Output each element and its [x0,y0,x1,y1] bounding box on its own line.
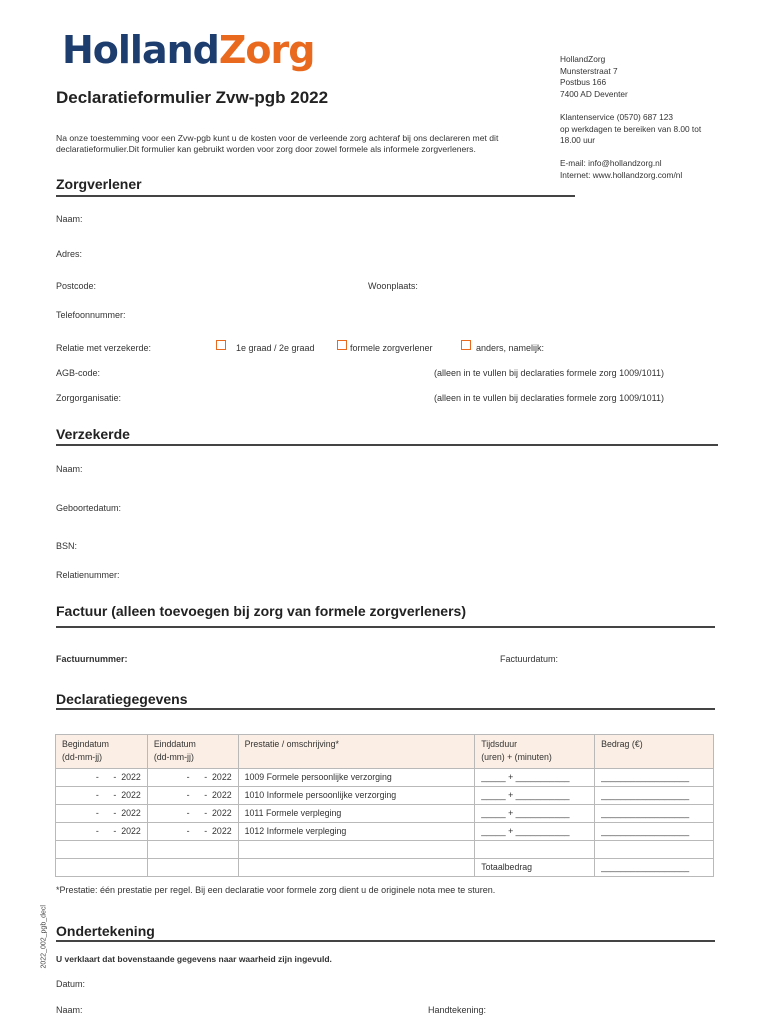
address-line: HollandZorg [560,54,606,64]
address-line: E-mail: info@hollandzorg.nl [560,158,662,169]
zorgverlener-adres-label: Adres: [56,249,83,259]
bedrag-cell[interactable]: __________________ [595,805,714,823]
bsn-label: BSN: [56,541,78,551]
bedrag-cell[interactable]: __________________ [595,787,714,805]
page-title: Declaratieformulier Zvw-pgb 2022 [56,88,329,107]
declaratie-table [55,734,714,877]
anders-option-label: anders, namelijk: [476,343,545,353]
bedrag-cell[interactable]: __________________ [595,823,714,841]
prestatie-cell: 1011 Formele verpleging [238,805,475,823]
begindatum-cell[interactable]: - - 2022 [56,787,148,805]
tijdsduur-cell[interactable]: _____ + ___________ [475,769,595,787]
tijdsduur-cell[interactable]: _____ + ___________ [475,787,595,805]
ondertekening-naam-label: Naam: [56,1005,83,1015]
table-header-row [56,735,714,769]
prestatie-cell: 1009 Formele persoonlijke verzorging [238,769,475,787]
bedrag-cell[interactable]: __________________ [595,769,714,787]
begindatum-cell[interactable]: - - 2022 [56,805,148,823]
section-heading-verzekerde: Verzekerde [56,426,130,442]
table-row [56,769,714,787]
factuurdatum-label: Factuurdatum: [500,654,559,664]
address-line: Internet: www.hollandzorg.com/nl [560,169,683,180]
formele-zorgverlener-checkbox[interactable] [337,340,347,350]
totaal-row [56,859,714,877]
verzekerde-naam-label: Naam: [56,464,83,474]
zorgorganisatie-label: Zorgorganisatie: [56,393,122,403]
section-rule [56,444,718,446]
col-tijdsduur: Tijdsduur (uren) + (minuten) [475,735,595,769]
graad-option-label: 1e graad / 2e graad [236,343,315,353]
address-line: Klantenservice (0570) 687 123 [560,111,674,122]
einddatum-cell[interactable]: - - 2022 [147,787,238,805]
formele-zorgverlener-option-label: formele zorgverlener [350,343,433,353]
col-einddatum: Einddatum (dd-mm-jj) [147,735,238,769]
einddatum-cell[interactable]: - - 2022 [147,823,238,841]
col-begindatum: Begindatum (dd-mm-jj) [56,735,148,769]
handtekening-label: Handtekening: [428,1005,487,1015]
address-line: op werkdagen te bereiken van 8.00 tot [560,123,702,134]
document-code: 2022_002_pgb_decl [40,905,48,969]
totaal-label: Totaalbedrag [475,859,595,877]
col-bedrag: Bedrag (€) [595,735,714,769]
table-row [56,787,714,805]
geboortedatum-label: Geboortedatum: [56,503,122,513]
einddatum-cell[interactable]: - - 2022 [147,805,238,823]
empty-cell[interactable] [147,841,238,859]
section-rule [56,708,715,710]
totaal-bedrag-cell[interactable]: __________________ [595,859,714,877]
begindatum-cell[interactable]: - - 2022 [56,769,148,787]
graad-checkbox[interactable] [216,340,226,350]
section-heading-declaratiegegevens: Declaratiegegevens [56,691,188,707]
address-line: Postbus 166 [560,77,607,88]
col-prestatie: Prestatie / omschrijving* [238,735,475,769]
empty-cell [147,859,238,877]
prestatie-cell: 1010 Informele persoonlijke verzorging [238,787,475,805]
postcode-label: Postcode: [56,281,97,291]
zorgverlener-naam-label: Naam: [56,214,83,224]
begindatum-cell[interactable]: - - 2022 [56,823,148,841]
empty-cell [238,859,475,877]
empty-cell[interactable] [595,841,714,859]
empty-cell [56,859,148,877]
table-row [56,805,714,823]
agb-code-label: AGB-code: [56,368,101,378]
prestatie-cell: 1012 Informele verpleging [238,823,475,841]
relatie-label: Relatie met verzekerde: [56,343,152,353]
section-heading-factuur: Factuur (alleen toevoegen bij zorg van formele zorgverleners) [56,603,466,619]
section-heading-ondertekening: Ondertekening [56,923,155,939]
datum-label: Datum: [56,979,86,989]
empty-cell[interactable] [475,841,595,859]
address-line: Munsterstraat 7 [560,65,618,76]
agb-note: (alleen in te vullen bij declaraties formele zorg 1009/1011) [434,368,664,378]
empty-cell[interactable] [238,841,475,859]
address-line: 7400 AD Deventer [560,88,628,99]
relatienummer-label: Relatienummer: [56,570,120,580]
section-rule [56,940,715,942]
section-heading-zorgverlener: Zorgverlener [56,176,142,192]
intro-text: Na onze toestemming voor een Zvw-pgb kunt u de kosten voor de verleende zorg achteraf bij ons declareren met dit declaratieformulier.Dit formulier kan gebruikt worden voor zorg door zowel formele als informele zorgverleners. [56,133,499,155]
zorgorganisatie-note: (alleen in te vullen bij declaraties formele zorg 1009/1011) [434,393,664,403]
verklaring-text: U verklaart dat bovenstaande gegevens naar waarheid zijn ingevuld. [56,954,332,964]
factuurnummer-label: Factuurnummer: [56,654,128,664]
address-line: 18.00 uur [560,135,596,146]
section-rule [56,626,715,628]
anders-checkbox[interactable] [461,340,471,350]
tijdsduur-cell[interactable]: _____ + ___________ [475,823,595,841]
hollandzorg-logo: HollandZorg [62,28,315,72]
empty-cell[interactable] [56,841,148,859]
woonplaats-label: Woonplaats: [368,281,418,291]
section-rule [56,195,575,197]
table-row-empty [56,841,714,859]
table-row [56,823,714,841]
telefoonnummer-label: Telefoonnummer: [56,310,126,320]
einddatum-cell[interactable]: - - 2022 [147,769,238,787]
prestatie-footnote: *Prestatie: één prestatie per regel. Bij een declaratie voor formele zorg dient u de originele nota mee te sturen. [56,885,496,895]
tijdsduur-cell[interactable]: _____ + ___________ [475,805,595,823]
address-block [560,54,701,182]
